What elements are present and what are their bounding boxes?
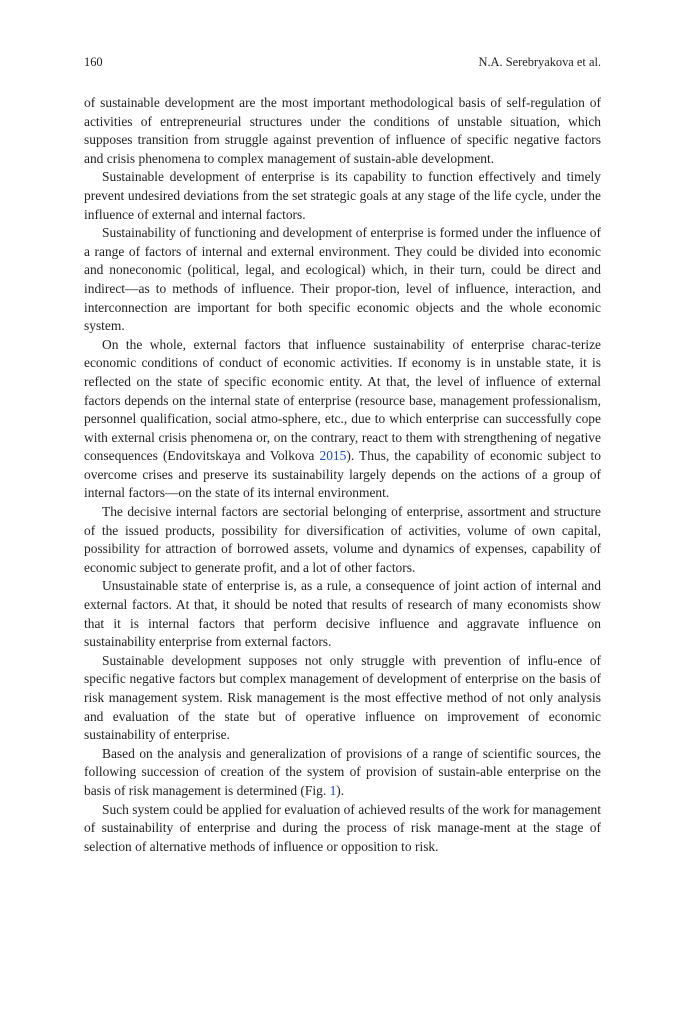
paragraph-continued — [84, 94, 601, 168]
body-text — [84, 94, 601, 856]
paragraph-text: Sustainable development supposes not only struggle with prevention of influ-ence of specific negative factors but complex management of development of enterprise on the basis of risk management system. Risk management is the most effective method of not only analysis and evaluation of the state but of operative influence on improvement of economic sustainability of enterprise. — [84, 652, 601, 743]
paragraph — [84, 336, 601, 503]
paragraph — [84, 745, 601, 801]
page-header — [84, 53, 601, 71]
paragraph — [84, 503, 601, 577]
citation-link-endovitskaya-2015[interactable]: 2015 — [319, 448, 347, 464]
paragraph-text: Sustainability of functioning and development of enterprise is formed under the influence of a range of factors of internal and external environment. They could be divided into economic and noneconomic (political, legal, and ecological) which, in their turn, could be direct and indirect—as to methods of influence. Their propor-tion, level of influence, interaction, and interconnection are important for both specific economic objects and the whole economic system. — [84, 225, 601, 334]
paragraph — [84, 577, 601, 651]
paragraph — [84, 652, 601, 745]
figure-link-1[interactable]: 1 — [329, 782, 337, 798]
running-head: N.A. Serebryakova et al. — [478, 55, 601, 69]
paragraph-text: Unsustainable state of enterprise is, as a rule, a consequence of joint action of internal and external factors. At that, it should be noted that results of research of many economists show that it is internal factors that perform decisive influence and aggravate influence on sustainability enterprise from external factors. — [84, 578, 601, 650]
paragraph — [84, 224, 601, 336]
paragraph-text: ). — [336, 782, 345, 798]
paragraph — [84, 168, 601, 224]
paragraph-text: Such system could be applied for evaluation of achieved results of the work for management of sustainability of enterprise and during the process of risk manage-ment at the stage of selection of alternative methods of influence or opposition to risk. — [84, 801, 601, 854]
paragraph-text: ). Thus, the capability of economic subject to overcome crises and preserve its sustainability largely depends on the actions of a group of internal factors—on the state of its internal environment. — [84, 448, 601, 501]
paragraph-text: of sustainable development are the most important methodological basis of self-regulation of activities of entrepreneurial structures under the conditions of unstable situation, which supposes transition from struggle against prevention of influence of specific negative factors and crisis phenomena to complex management of sustain-able development. — [84, 95, 601, 166]
page-number: 160 — [84, 55, 103, 69]
paragraph — [84, 801, 601, 857]
paragraph-text: Sustainable development of enterprise is its capability to function effectively and timely prevent undesired deviations from the set strategic goals at any stage of the life cycle, under the influence of external and internal factors. — [84, 169, 601, 222]
paragraph-text: The decisive internal factors are sectorial belonging of enterprise, assortment and structure of the issued products, possibility for diversification of activities, volume of own capital, possibility for attraction of borrowed assets, volume and dynamics of expenses, capability of economic subject to generate profit, and a lot of other factors. — [84, 504, 601, 575]
paragraph-text: Based on the analysis and generalization of provisions of a range of scientific sources, the following succession of creation of the system of provision of sustain-able enterprise on the basis of risk management is determined (Fig. — [84, 745, 601, 798]
paragraph-text: On the whole, external factors that influence sustainability of enterprise charac-terize economic conditions of conduct of economic activities. If economy is in unstable state, it is reflected on the state of specific economic entity. At that, the level of influence of external factors depends on the internal state of enterprise (resource base, management professionalism, personnel qualification, social atmo-sphere, etc., due to which enterprise can successfully cope with external crisis phenomena or, on the contrary, react to them with strengthening of negative consequences (Endovitskaya and Volkova — [84, 336, 601, 464]
